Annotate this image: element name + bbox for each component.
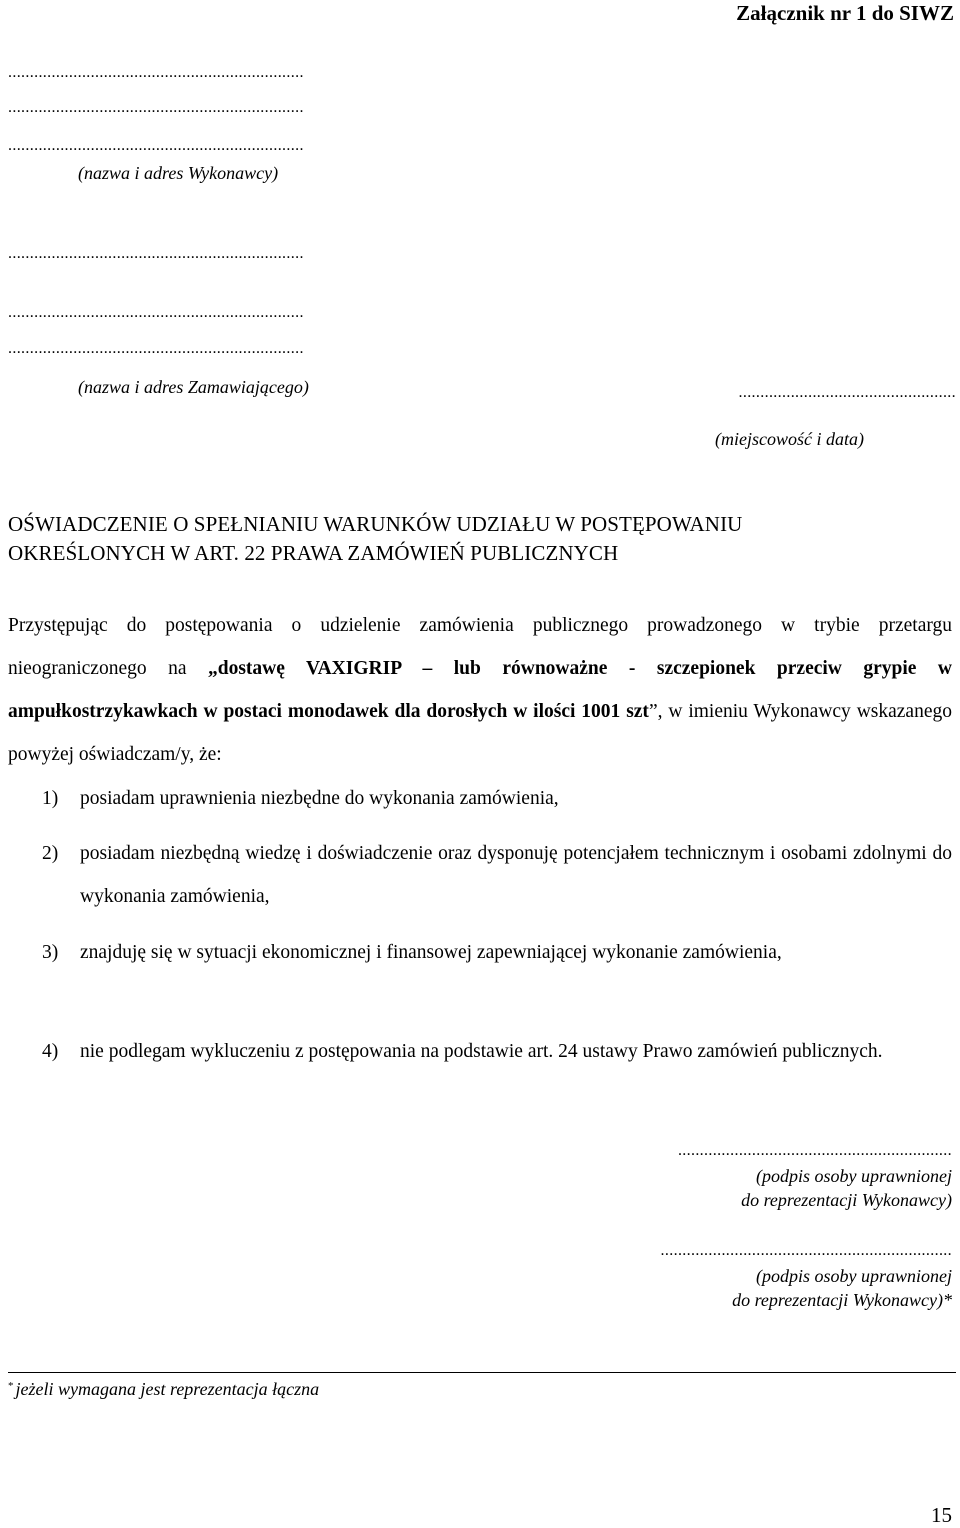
contractor-dotted-line-2: .................................................................... <box>8 99 304 116</box>
page-number: 15 <box>931 1503 952 1527</box>
signature-caption-line: (podpis osoby uprawnionej <box>756 1166 952 1186</box>
signature-caption-line: (podpis osoby uprawnionej <box>756 1266 952 1286</box>
signature-dotted-line-1: ............................................................... <box>677 1142 952 1159</box>
signature-caption-line: do reprezentacji Wykonawcy)* <box>732 1290 952 1310</box>
item-number: 4) <box>42 1041 59 1062</box>
statement-item-4 <box>42 1030 952 1073</box>
intro-subject: „dostawę VAXIGRIP – lub równoważne - szczepionek przeciw grypie w ampułkostrzykawkach w postaci monodawek dla dorosłych w ilości 1001 szt <box>8 658 952 722</box>
attachment-header: Załącznik nr 1 do SIWZ <box>736 1 954 25</box>
place-date-caption: (miejscowość i data) <box>715 429 864 449</box>
client-dotted-line-2: .................................................................... <box>8 304 304 321</box>
item-text: nie podlegam wykluczeniu z postępowania na podstawie art. 24 ustawy Prawo zamówień publicznych. <box>80 1041 883 1062</box>
client-caption: (nazwa i adres Zamawiającego) <box>78 377 309 397</box>
signature-caption-line: do reprezentacji Wykonawcy) <box>741 1190 952 1210</box>
statement-title-line-1: OŚWIADCZENIE O SPEŁNIANIU WARUNKÓW UDZIAŁU W POSTĘPOWANIU <box>8 512 743 536</box>
statement-item-2 <box>42 832 952 918</box>
item-number: 3) <box>42 942 59 963</box>
signature-caption-2 <box>732 1264 952 1312</box>
item-number: 2) <box>42 843 59 864</box>
intro-text-before: Przystępując do postępowania o udzielenie zamówienia publicznego prowadzonego w trybie przetargu nieograniczonego na <box>8 615 952 679</box>
statement-item-3 <box>42 931 952 974</box>
signature-dotted-line-2: ................................................................... <box>660 1242 952 1259</box>
contractor-caption: (nazwa i adres Wykonawcy) <box>78 163 279 183</box>
signature-caption-1 <box>741 1164 952 1212</box>
contractor-dotted-line-1: .................................................................... <box>8 64 304 81</box>
footnote <box>8 1374 319 1401</box>
footnote-text: jeżeli wymagana jest reprezentacja łączna <box>15 1379 320 1399</box>
footnote-separator <box>8 1372 956 1373</box>
intro-text-after: ”, w imieniu Wykonawcy wskazanego powyżej oświadczam/y, że: <box>8 701 952 765</box>
footnote-mark: * <box>8 1380 14 1392</box>
item-number: 1) <box>42 788 59 809</box>
item-text: posiadam niezbędną wiedzę i doświadczenie oraz dysponuję potencjałem technicznym i osobami zdolnymi do wykonania zamówienia, <box>80 843 952 907</box>
statement-title-line-2: OKREŚLONYCH W ART. 22 PRAWA ZAMÓWIEŃ PUBLICZNYCH <box>8 541 619 565</box>
statement-item-1 <box>42 777 952 820</box>
client-dotted-line-1: .................................................................... <box>8 245 304 262</box>
item-text: posiadam uprawnienia niezbędne do wykonania zamówienia, <box>80 788 559 809</box>
contractor-dotted-line-3: .................................................................... <box>8 137 304 154</box>
intro-paragraph <box>8 604 952 776</box>
item-text: znajduję się w sytuacji ekonomicznej i finansowej zapewniającej wykonanie zamówienia, <box>80 942 782 963</box>
place-date-dotted-line: .................................................. <box>738 384 956 401</box>
client-dotted-line-3: .................................................................... <box>8 340 304 357</box>
